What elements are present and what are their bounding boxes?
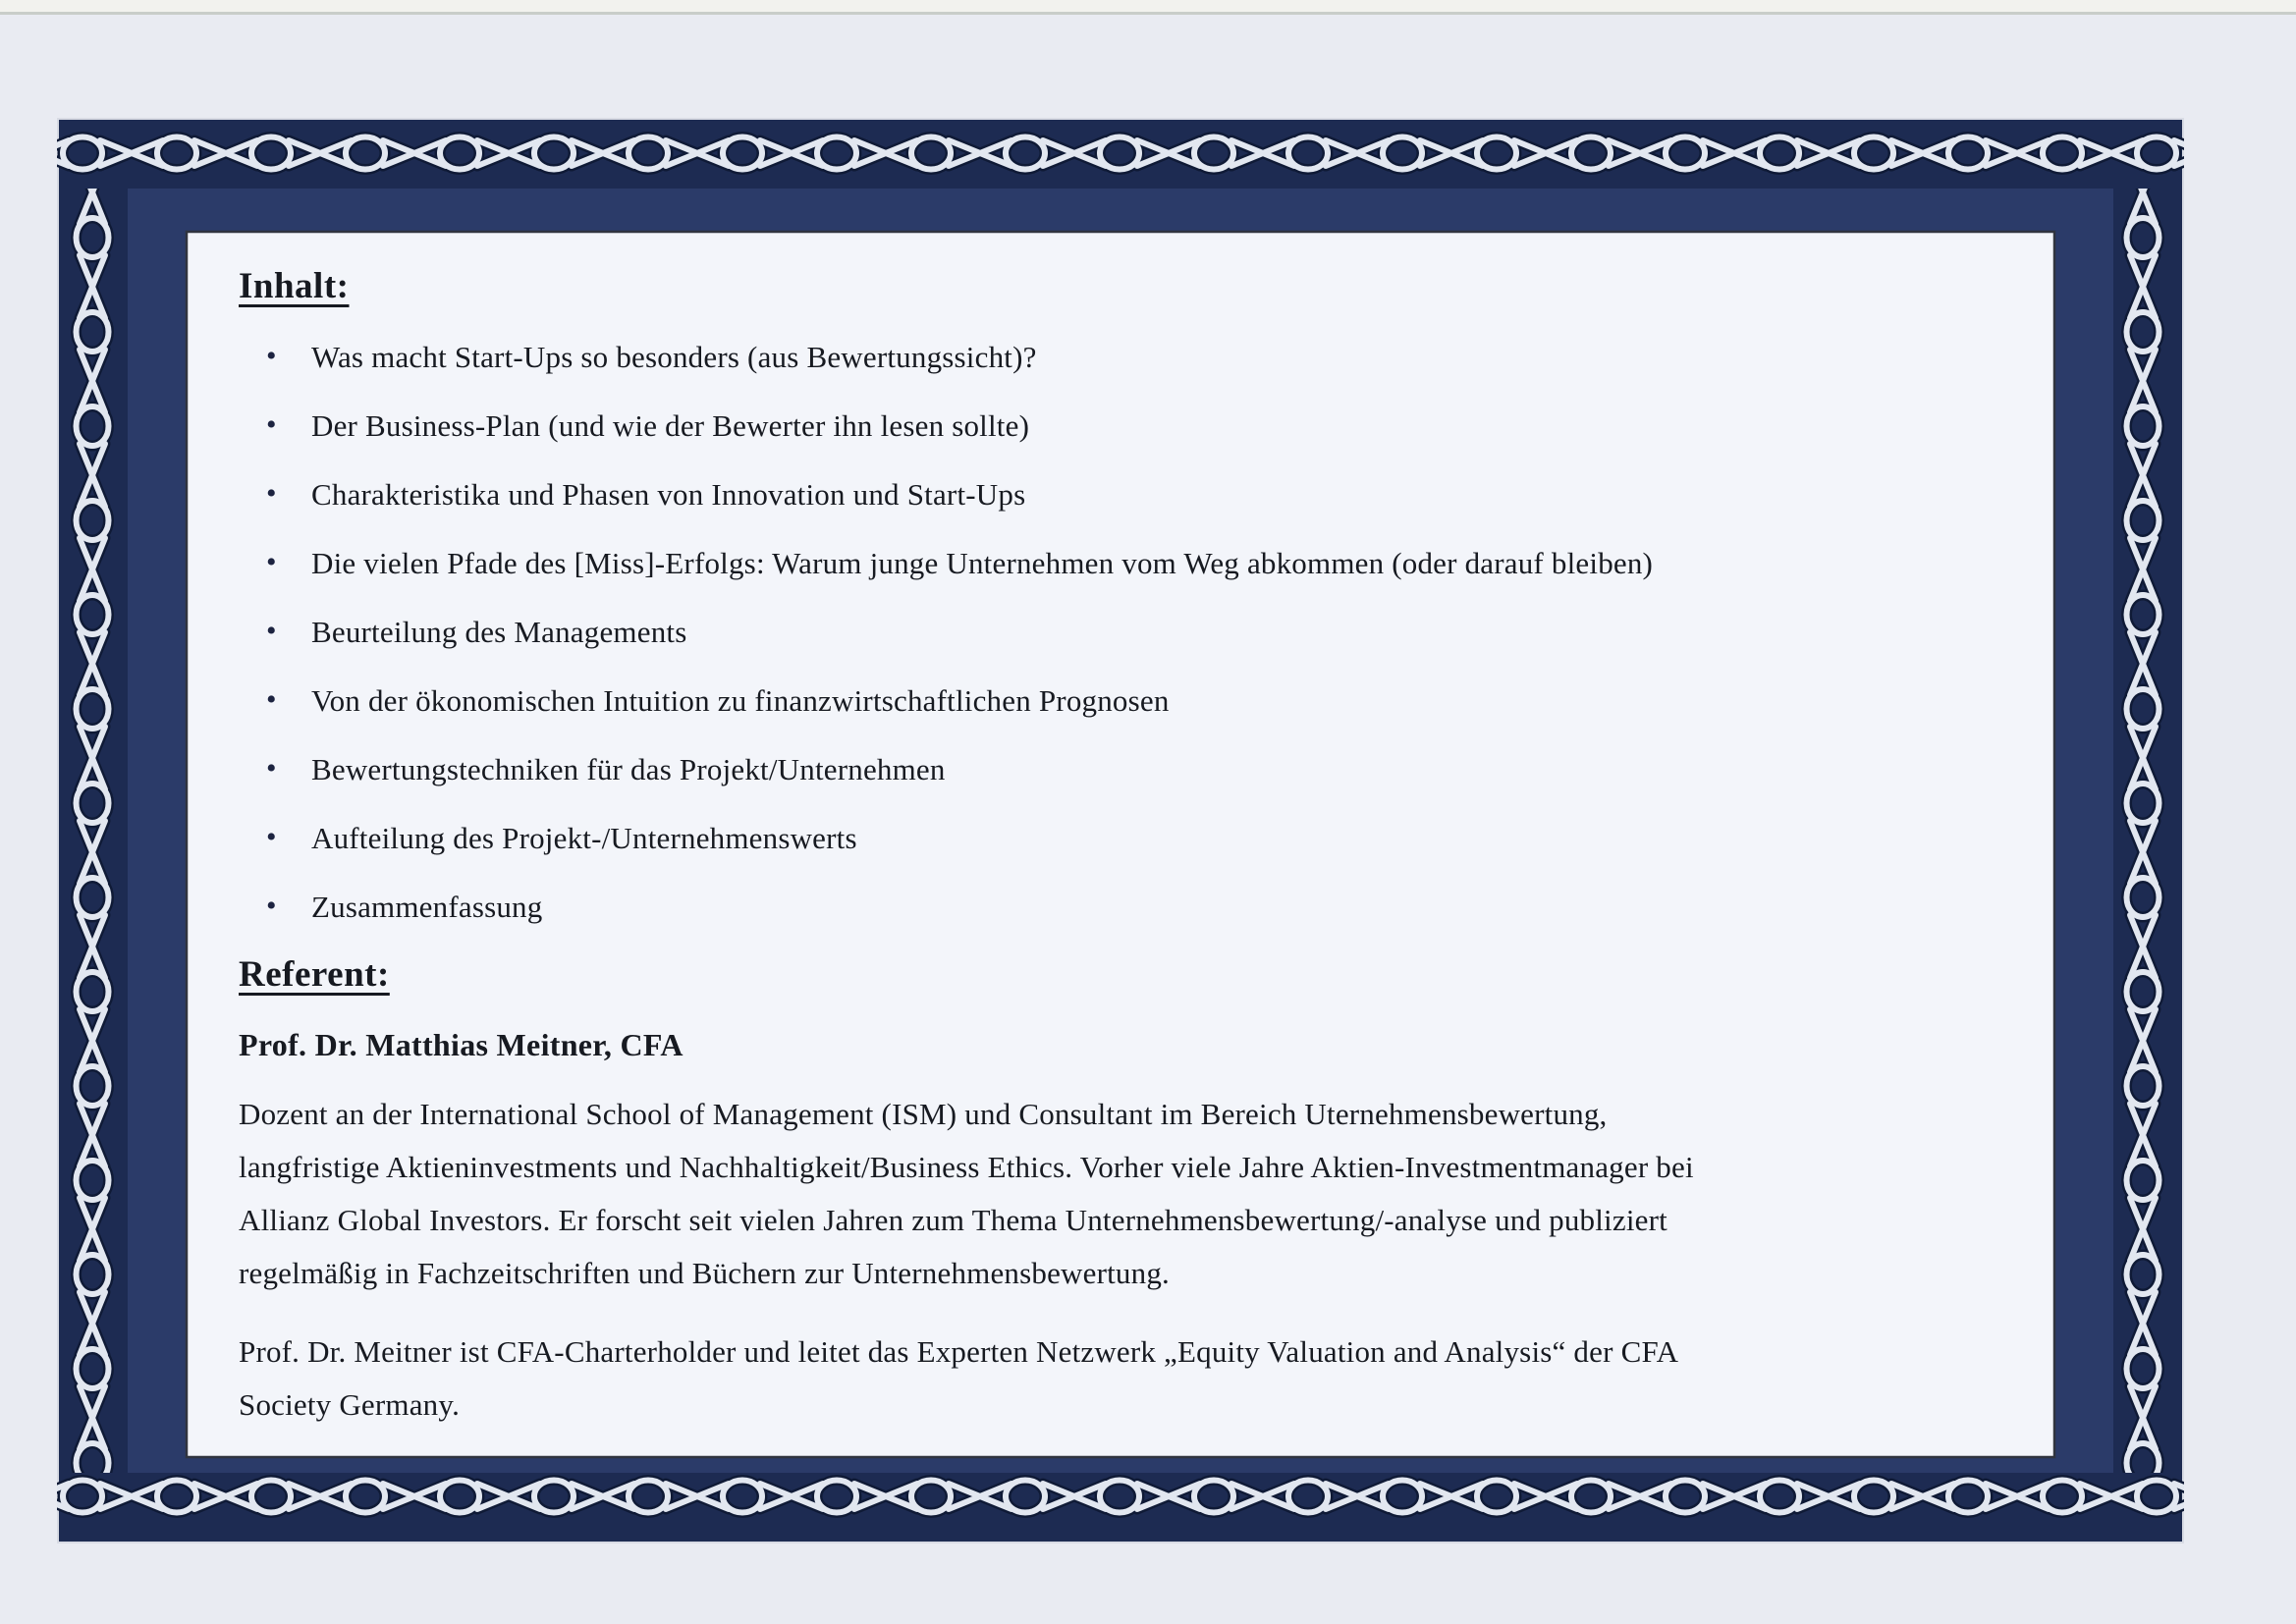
bio-line: Society Germany. (239, 1387, 461, 1422)
bullet-item: • Zusammenfassung (239, 885, 1999, 930)
referent-heading: Referent: (239, 954, 390, 995)
bullet-item: • Beurteilung des Managements (239, 610, 1999, 655)
scanner-edge-line (0, 0, 2296, 15)
referent-bio-paragraph-2 (239, 1326, 1999, 1432)
bio-line: langfristige Aktieninvestments und Nachhaltigkeit/Business Ethics. Vorher viele Jahre Aktien-Investmentmanager bei (239, 1150, 1694, 1184)
knot-band-right (2113, 189, 2184, 1473)
bio-line: Prof. Dr. Meitner ist CFA-Charterholder und leitet das Experten Netzwerk „Equity Valuation and Analysis“ der CFA (239, 1334, 1679, 1369)
bullet-item: • Die vielen Pfade des [Miss]-Erfolgs: Warum junge Unternehmen vom Weg abkommen (oder darauf bleiben) (239, 541, 1999, 586)
knot-band-bottom (57, 1473, 2184, 1543)
bio-line: regelmäßig in Fachzeitschriften und Büchern zur Unternehmensbewertung. (239, 1256, 1170, 1290)
referent-bio-paragraph-1 (239, 1088, 1999, 1300)
inhalt-bullet-list (239, 335, 1999, 930)
bullet-item: • Der Business-Plan (und wie der Bewerter ihn lesen sollte) (239, 404, 1999, 449)
referent-name: Prof. Dr. Matthias Meitner, CFA (239, 1027, 683, 1062)
bullet-item: • Aufteilung des Projekt-/Unternehmenswerts (239, 816, 1999, 861)
bullet-item: • Was macht Start-Ups so besonders (aus Bewertungssicht)? (239, 335, 1999, 380)
inhalt-heading: Inhalt: (239, 266, 350, 306)
knot-band-left (57, 189, 128, 1473)
bullet-item: • Charakteristika und Phasen von Innovation und Start-Ups (239, 472, 1999, 517)
bullet-item: • Bewertungstechniken für das Projekt/Unternehmen (239, 747, 1999, 792)
bio-line: Dozent an der International School of Management (ISM) und Consultant im Bereich Uternehmensbewertung, (239, 1097, 1608, 1131)
bio-line: Allianz Global Investors. Er forscht seit vielen Jahren zum Thema Unternehmensbewertung/-analyse und publiziert (239, 1203, 1667, 1237)
knot-band-top (57, 118, 2184, 189)
page-content (187, 232, 2054, 1457)
bullet-item: • Von der ökonomischen Intuition zu finanzwirtschaftlichen Prognosen (239, 678, 1999, 724)
